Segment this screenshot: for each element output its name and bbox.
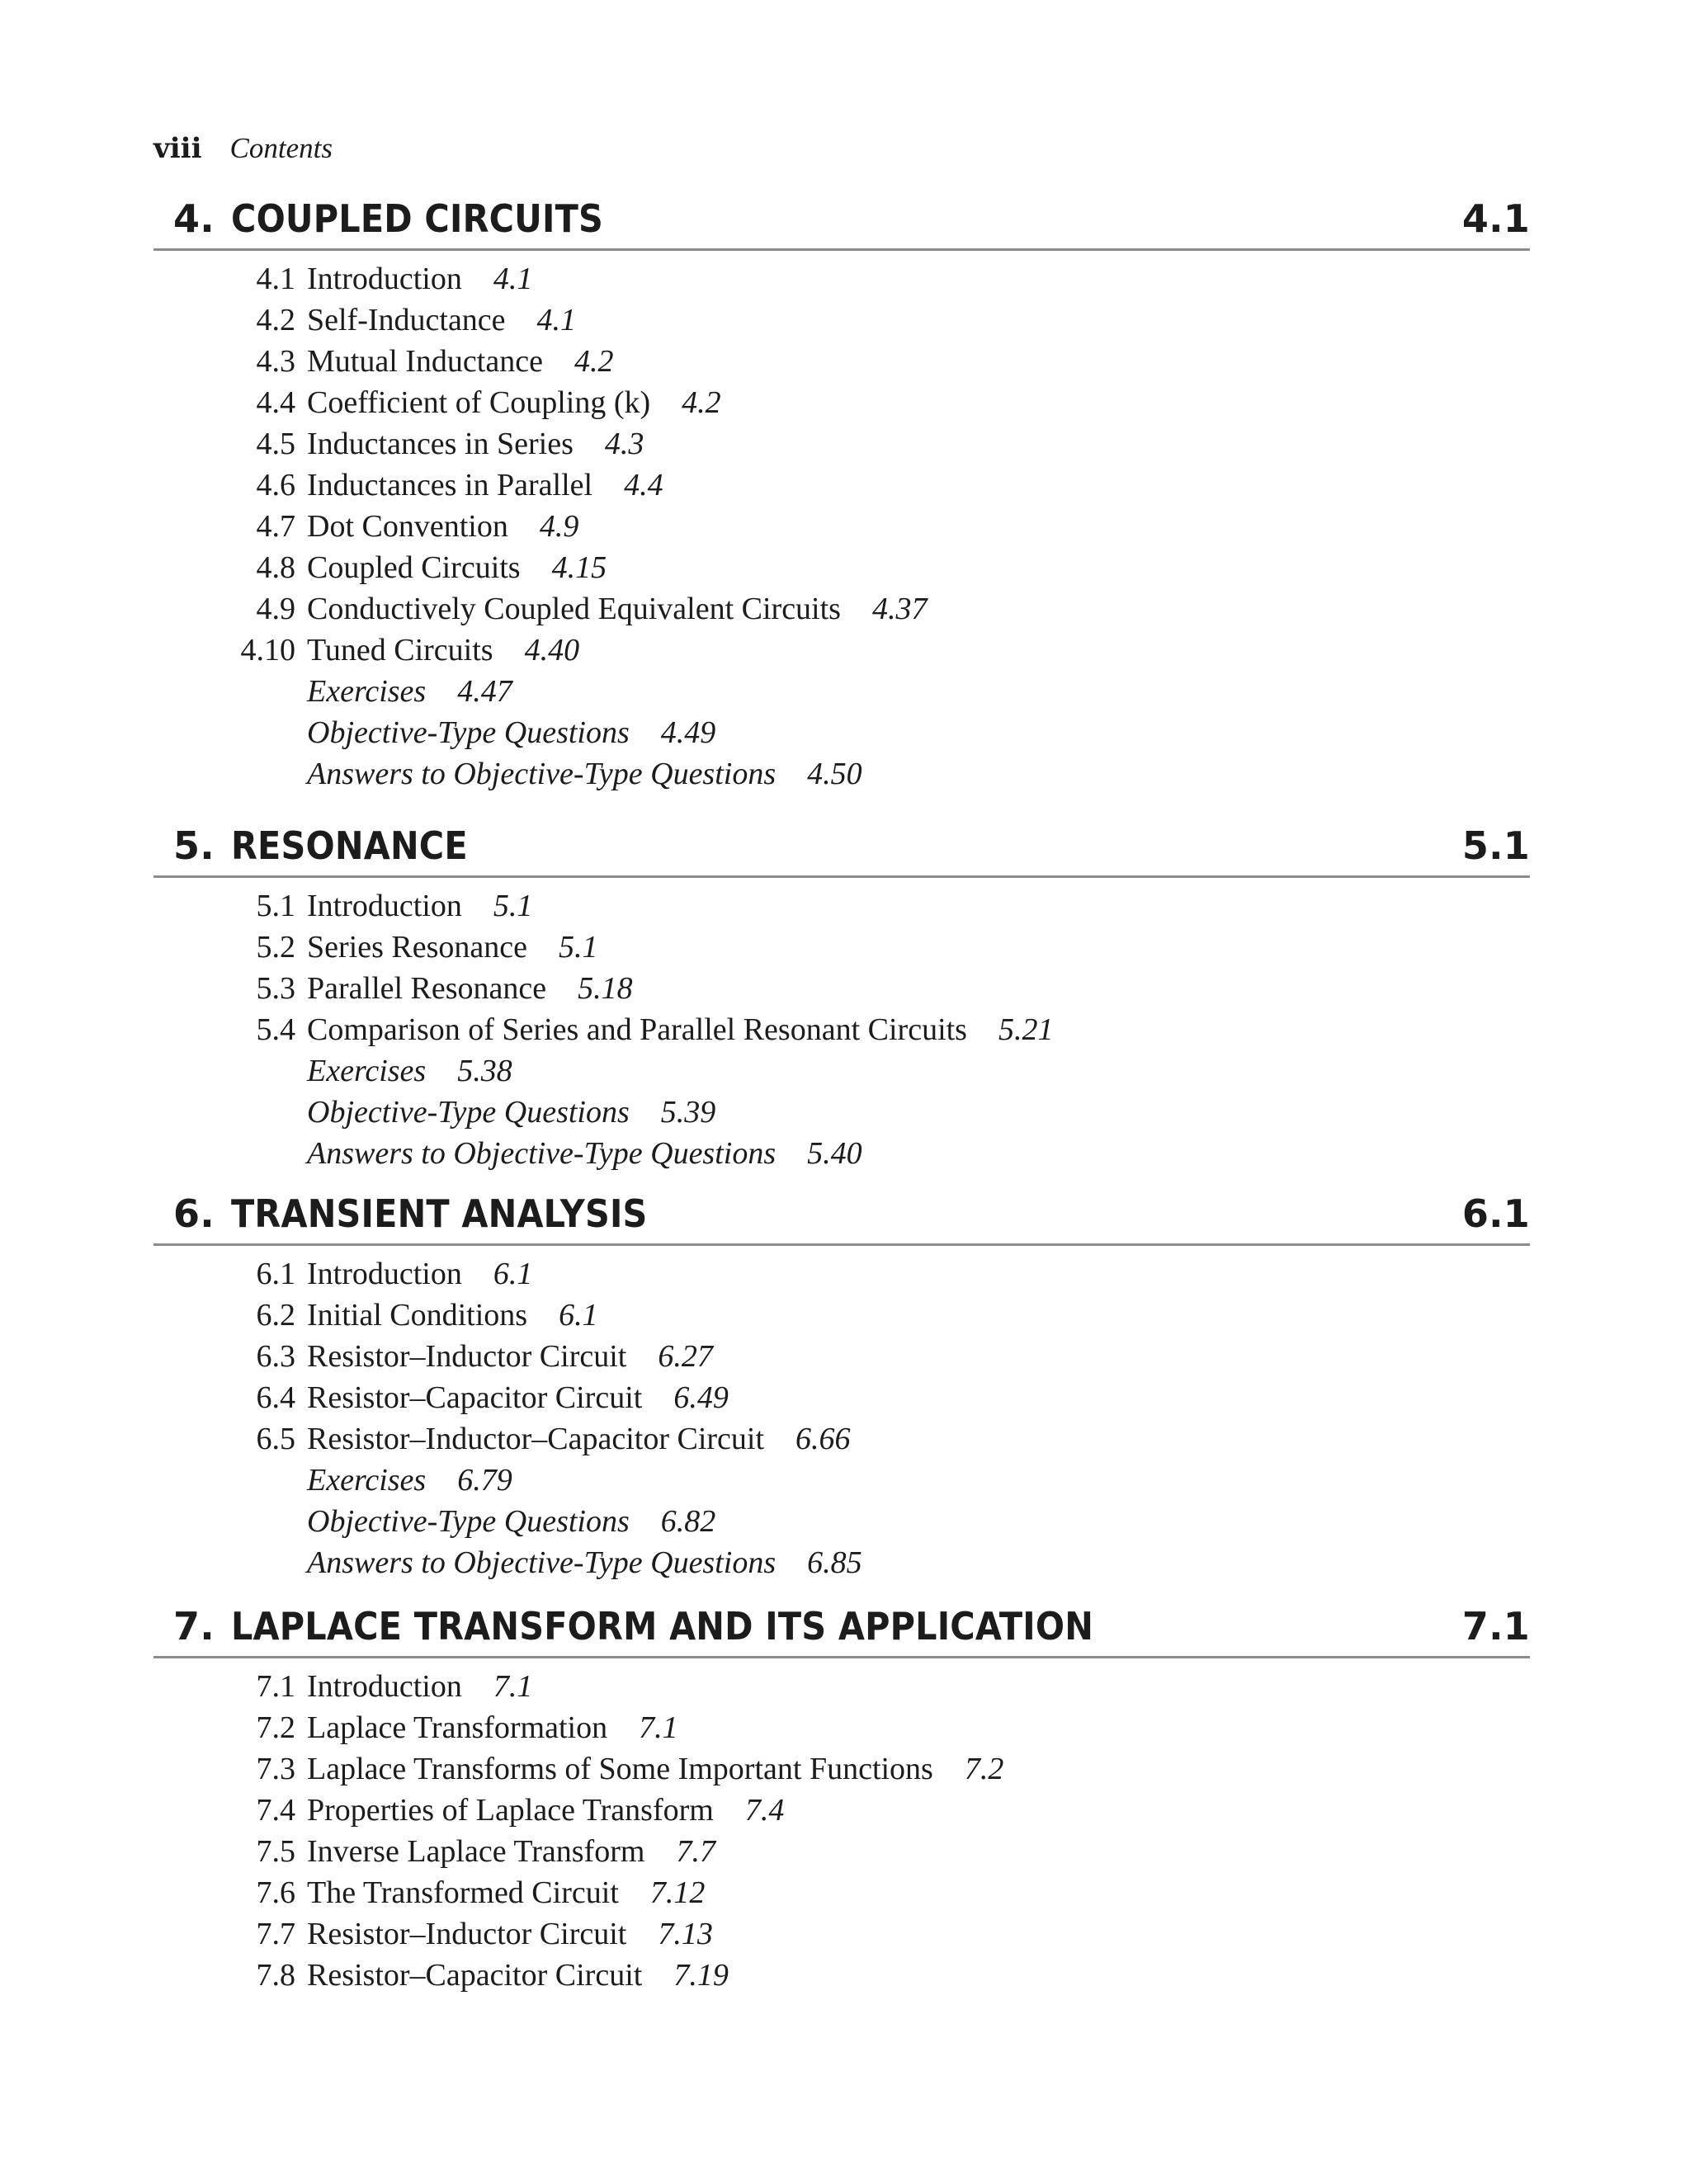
section-page-number: 7.19 <box>673 1958 729 1993</box>
section-title: Series Resonance <box>307 930 527 965</box>
section-page-number: 4.4 <box>624 468 663 502</box>
section-number: 7.8 <box>256 1958 295 1993</box>
toc-entry[interactable] <box>153 1252 1530 1294</box>
toc-entry[interactable] <box>153 587 1530 629</box>
section-page-number: 7.2 <box>964 1752 1004 1786</box>
section-page-number: 5.21 <box>998 1012 1054 1047</box>
chapter-page-number: 7.1 <box>1461 1604 1530 1649</box>
toc-entry[interactable] <box>153 1008 1530 1050</box>
section-number: 4.4 <box>256 385 295 420</box>
section-title: Introduction <box>307 1257 462 1291</box>
section-number: 7.2 <box>256 1710 295 1745</box>
section-page-number: 6.66 <box>795 1422 851 1456</box>
back-matter-page-number: 6.79 <box>457 1463 512 1498</box>
section-title: Resistor–Capacitor Circuit <box>307 1380 643 1415</box>
chapter-block <box>153 818 1530 1173</box>
toc-back-matter-entry[interactable] <box>153 1050 1530 1091</box>
chapter-block <box>153 191 1530 794</box>
section-title: Introduction <box>307 1669 462 1704</box>
section-page-number: 6.49 <box>673 1380 729 1415</box>
section-number: 7.3 <box>256 1752 295 1786</box>
back-matter-page-number: 6.82 <box>660 1504 716 1539</box>
section-title: Tuned Circuits <box>307 633 493 667</box>
section-page-number: 6.27 <box>658 1339 713 1374</box>
section-page-number: 6.1 <box>559 1298 598 1333</box>
back-matter-page-number: 5.38 <box>457 1054 512 1088</box>
section-number: 7.6 <box>256 1875 295 1910</box>
toc-entry[interactable] <box>153 1871 1530 1913</box>
back-matter-page-number: 5.40 <box>807 1136 862 1171</box>
section-number: 4.9 <box>256 592 295 626</box>
section-title: Resistor–Inductor Circuit <box>307 1917 627 1951</box>
chapter-heading[interactable] <box>153 818 1530 878</box>
section-number: 5.3 <box>256 971 295 1006</box>
section-title: The Transformed Circuit <box>307 1875 619 1910</box>
section-number: 7.5 <box>256 1834 295 1869</box>
chapter-title: LAPLACE TRANSFORM AND ITS APPLICATION <box>231 1604 1094 1649</box>
chapter-page-number: 5.1 <box>1461 823 1530 868</box>
chapter-heading[interactable] <box>153 1599 1530 1658</box>
section-number: 4.8 <box>256 550 295 585</box>
section-page-number: 4.37 <box>871 592 928 626</box>
chapter-block <box>153 1599 1530 1995</box>
toc-entry[interactable] <box>153 257 1530 299</box>
section-title: Self-Inductance <box>307 303 506 337</box>
section-title: Coupled Circuits <box>307 550 521 585</box>
section-number: 4.2 <box>256 303 295 337</box>
section-page-number: 4.40 <box>524 633 580 667</box>
section-list <box>153 884 1530 1173</box>
section-page-number: 7.13 <box>658 1917 713 1951</box>
section-number: 6.3 <box>256 1339 295 1374</box>
section-number: 6.2 <box>256 1298 295 1333</box>
toc-entry[interactable] <box>153 629 1530 670</box>
section-page-number: 4.9 <box>539 509 579 544</box>
section-title: Properties of Laplace Transform <box>307 1793 714 1828</box>
toc-back-matter-entry[interactable] <box>153 670 1530 711</box>
back-matter-title: Exercises <box>307 1054 427 1088</box>
toc-entry[interactable] <box>153 1954 1530 1995</box>
toc-entry[interactable] <box>153 1335 1530 1376</box>
back-matter-title: Objective-Type Questions <box>307 715 630 750</box>
section-list <box>153 257 1530 794</box>
chapter-block <box>153 1186 1530 1583</box>
section-page-number: 4.2 <box>682 385 721 420</box>
chapter-page-number: 4.1 <box>1461 196 1530 241</box>
back-matter-title: Answers to Objective-Type Questions <box>307 757 777 791</box>
section-title: Resistor–Capacitor Circuit <box>307 1958 643 1993</box>
running-head-title: Contents <box>229 132 333 164</box>
section-title: Resistor–Inductor–Capacitor Circuit <box>307 1422 765 1456</box>
toc-entry[interactable] <box>153 464 1530 505</box>
toc-entry[interactable] <box>153 422 1530 464</box>
section-number: 5.1 <box>256 889 295 923</box>
section-number: 4.6 <box>256 468 295 502</box>
section-title: Resistor–Inductor Circuit <box>307 1339 627 1374</box>
toc-entry[interactable] <box>153 884 1530 926</box>
section-list <box>153 1665 1530 1995</box>
chapter-number: 5. <box>173 823 215 868</box>
section-number: 4.10 <box>240 633 295 667</box>
section-page-number: 6.1 <box>493 1257 533 1291</box>
section-page-number: 7.4 <box>744 1793 785 1828</box>
toc-entry[interactable] <box>153 299 1530 340</box>
back-matter-page-number: 6.85 <box>807 1545 862 1580</box>
running-head <box>153 132 333 173</box>
section-number: 6.5 <box>256 1422 295 1456</box>
section-title: Laplace Transformation <box>307 1710 608 1745</box>
toc-entry[interactable] <box>153 1830 1530 1871</box>
toc-entry[interactable] <box>153 340 1530 381</box>
section-title: Inverse Laplace Transform <box>307 1834 645 1869</box>
back-matter-title: Answers to Objective-Type Questions <box>307 1545 777 1580</box>
chapter-title: RESONANCE <box>231 823 468 868</box>
chapter-number: 6. <box>173 1191 215 1236</box>
chapter-number: 7. <box>173 1604 215 1649</box>
section-number: 7.7 <box>256 1917 295 1951</box>
section-page-number: 7.1 <box>639 1710 678 1745</box>
section-page-number: 4.2 <box>574 344 614 379</box>
toc-entry[interactable] <box>153 546 1530 587</box>
chapter-heading[interactable] <box>153 191 1530 251</box>
section-page-number: 5.1 <box>558 930 598 965</box>
toc-entry[interactable] <box>153 1665 1530 1706</box>
toc-entry[interactable] <box>153 381 1530 422</box>
section-title: Parallel Resonance <box>307 971 547 1006</box>
section-title: Mutual Inductance <box>307 344 543 379</box>
section-number: 4.3 <box>256 344 295 379</box>
section-page-number: 7.12 <box>649 1875 706 1910</box>
section-title: Comparison of Series and Parallel Resonant Circuits <box>307 1012 967 1047</box>
chapter-heading[interactable] <box>153 1186 1530 1246</box>
toc-back-matter-entry[interactable] <box>153 752 1530 794</box>
section-title: Introduction <box>307 889 462 923</box>
chapter-title: TRANSIENT ANALYSIS <box>231 1191 648 1236</box>
toc-entry[interactable] <box>153 1417 1530 1459</box>
section-number: 5.2 <box>256 930 295 965</box>
toc-entry[interactable] <box>153 1748 1530 1789</box>
back-matter-page-number: 4.49 <box>660 715 716 750</box>
section-number: 4.1 <box>256 262 295 296</box>
section-number: 5.4 <box>256 1012 295 1047</box>
chapter-number: 4. <box>173 196 215 241</box>
toc-back-matter-entry[interactable] <box>153 711 1530 752</box>
section-title: Conductively Coupled Equivalent Circuits <box>307 592 841 626</box>
toc-entry[interactable] <box>153 1789 1530 1830</box>
section-page-number: 4.3 <box>604 427 644 461</box>
chapter-title: COUPLED CIRCUITS <box>231 196 603 241</box>
toc-entry[interactable] <box>153 1376 1530 1417</box>
section-list <box>153 1252 1530 1583</box>
back-matter-page-number: 4.50 <box>807 757 862 791</box>
chapter-page-number: 6.1 <box>1461 1191 1530 1236</box>
toc-back-matter-entry[interactable] <box>153 1459 1530 1500</box>
toc-entry[interactable] <box>153 1706 1530 1748</box>
toc-back-matter-entry[interactable] <box>153 1500 1530 1541</box>
back-matter-page-number: 4.47 <box>457 674 512 709</box>
toc-back-matter-entry[interactable] <box>153 1541 1530 1583</box>
section-title: Laplace Transforms of Some Important Functions <box>307 1752 933 1786</box>
back-matter-title: Exercises <box>307 1463 427 1498</box>
back-matter-title: Exercises <box>307 674 427 709</box>
section-page-number: 7.1 <box>493 1669 533 1704</box>
section-page-number: 5.1 <box>493 889 533 923</box>
section-title: Dot Convention <box>307 509 508 544</box>
toc-entry[interactable] <box>153 926 1530 967</box>
section-title: Coefficient of Coupling (k) <box>307 385 651 420</box>
section-title: Introduction <box>307 262 462 296</box>
section-number: 6.1 <box>256 1257 295 1291</box>
section-page-number: 7.7 <box>676 1834 715 1869</box>
section-number: 4.7 <box>256 509 295 544</box>
toc-entry[interactable] <box>153 1913 1530 1954</box>
toc-entry[interactable] <box>153 967 1530 1008</box>
page-folio: viii <box>153 132 202 165</box>
section-number: 7.1 <box>256 1669 295 1704</box>
back-matter-title: Answers to Objective-Type Questions <box>307 1136 777 1171</box>
toc-entry[interactable] <box>153 1294 1530 1335</box>
section-title: Inductances in Series <box>307 427 574 461</box>
section-number: 7.4 <box>256 1793 295 1828</box>
back-matter-title: Objective-Type Questions <box>307 1504 630 1539</box>
toc-back-matter-entry[interactable] <box>153 1132 1530 1173</box>
section-page-number: 5.18 <box>578 971 633 1006</box>
section-page-number: 4.1 <box>493 262 533 296</box>
section-page-number: 4.15 <box>551 550 607 585</box>
section-number: 4.5 <box>256 427 295 461</box>
toc-entry[interactable] <box>153 505 1530 546</box>
back-matter-title: Objective-Type Questions <box>307 1095 630 1130</box>
back-matter-page-number: 5.39 <box>660 1095 716 1130</box>
toc-back-matter-entry[interactable] <box>153 1091 1530 1132</box>
section-page-number: 4.1 <box>536 303 577 337</box>
section-number: 6.4 <box>256 1380 295 1415</box>
section-title: Initial Conditions <box>307 1298 528 1333</box>
section-title: Inductances in Parallel <box>307 468 593 502</box>
